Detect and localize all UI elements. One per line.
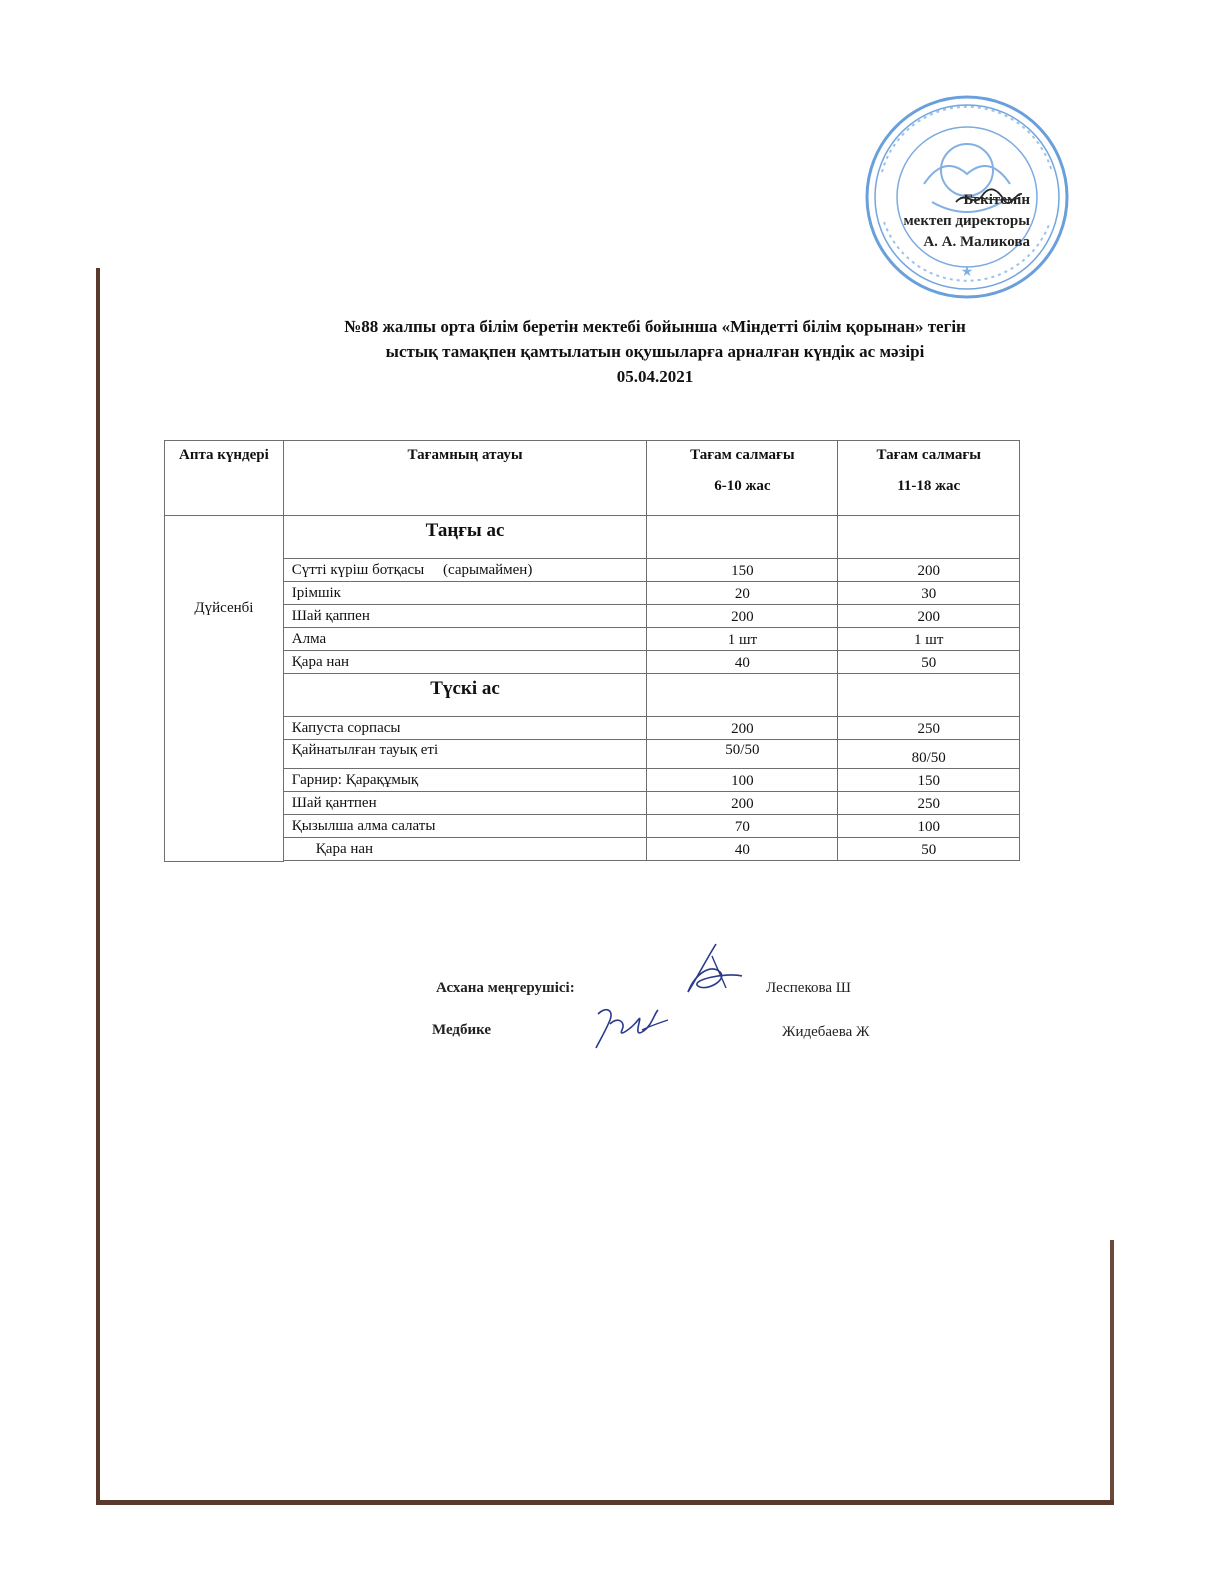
weight-11-18: 80/50: [838, 740, 1020, 769]
weight-6-10: 1 шт: [647, 628, 838, 651]
title-date: 05.04.2021: [616, 367, 694, 386]
table-row: [165, 740, 1020, 769]
weight-6-10: 200: [647, 605, 838, 628]
weight-6-10: 50/50: [647, 740, 838, 769]
table-row: [165, 838, 1020, 861]
dish-name: Қара нан: [283, 838, 647, 861]
dish-name: Шай қантпен: [283, 792, 647, 815]
lunch-title: Түскі ас: [283, 674, 647, 717]
weight-6-10: 200: [647, 717, 838, 740]
approval-line2: мектеп директоры: [903, 213, 1030, 229]
menu-table: [164, 440, 1020, 862]
director-signature-icon: [954, 186, 1024, 210]
canteen-manager-role: Асхана меңгерушісі:: [436, 980, 575, 996]
weight-11-18: 50: [838, 838, 1020, 861]
dish-name: Сүтті күріш ботқасы (сарымаймен): [283, 559, 647, 582]
table-row: [165, 628, 1020, 651]
table-row: [165, 582, 1020, 605]
weight-11-18: 250: [838, 792, 1020, 815]
table-row: [165, 815, 1020, 838]
weight-11-18: 200: [838, 605, 1020, 628]
weight-11-18: 50: [838, 651, 1020, 674]
weight-11-18: 250: [838, 717, 1020, 740]
weight-6-10: 20: [647, 582, 838, 605]
svg-text:★: ★: [960, 265, 974, 280]
dish-name: Шай қаппен: [283, 605, 647, 628]
table-row: [165, 769, 1020, 792]
title-line2: ыстық тамақпен қамтылатын оқушыларға арналған күндік ас мәзірі: [385, 342, 925, 361]
scan-edge-right: [1110, 1240, 1114, 1504]
weight-11-18: 150: [838, 769, 1020, 792]
nurse-signature-icon: [592, 1000, 672, 1052]
weight-11-18: 200: [838, 559, 1020, 582]
title-line1: №88 жалпы орта білім беретін мектебі бойынша «Міндетті білім қорынан» тегін: [344, 317, 966, 336]
nurse-role: Медбике: [432, 1022, 492, 1038]
breakfast-section-row: [165, 516, 1020, 559]
header-weight-11-18: Тағам салмағы 11-18 жас: [838, 441, 1020, 516]
header-weight-6-10: Тағам салмағы 6-10 жас: [647, 441, 838, 516]
header-name: Тағамның атауы: [283, 441, 647, 516]
breakfast-title: Таңғы ас: [283, 516, 647, 559]
dish-name: Қара нан: [283, 651, 647, 674]
table-row: [165, 559, 1020, 582]
weight-11-18: 1 шт: [838, 628, 1020, 651]
day-cell: Дүйсенбі: [165, 516, 284, 862]
dish-name: Гарнир: Қарақұмық: [283, 769, 647, 792]
table-row: [165, 792, 1020, 815]
dish-name: Капуста сорпасы: [283, 717, 647, 740]
canteen-signature-icon: [676, 942, 746, 1006]
dish-name: Алма: [283, 628, 647, 651]
weight-6-10: 200: [647, 792, 838, 815]
dish-name: Ірімшік: [283, 582, 647, 605]
weight-11-18: 100: [838, 815, 1020, 838]
document-title: [100, 314, 1210, 389]
weight-6-10: 70: [647, 815, 838, 838]
weight-6-10: 40: [647, 838, 838, 861]
weight-6-10: 40: [647, 651, 838, 674]
approval-line3: А. А. Маликова: [923, 234, 1030, 250]
nurse-name: Жидебаева Ж: [782, 1024, 870, 1040]
scan-edge-bottom: [96, 1500, 1114, 1505]
header-day: Апта күндері: [165, 441, 284, 516]
canteen-manager-name: Леспекова Ш: [766, 980, 851, 996]
table-row: [165, 605, 1020, 628]
table-row: [165, 717, 1020, 740]
weight-6-10: 150: [647, 559, 838, 582]
lunch-section-row: [165, 674, 1020, 717]
dish-name: Қызылша алма салаты: [283, 815, 647, 838]
weight-11-18: 30: [838, 582, 1020, 605]
dish-name: Қайнатылған тауық еті: [283, 740, 647, 769]
approval-line1: Бекітемін: [963, 192, 1030, 208]
weight-6-10: 100: [647, 769, 838, 792]
table-row: [165, 651, 1020, 674]
table-header-row: [165, 441, 1020, 516]
